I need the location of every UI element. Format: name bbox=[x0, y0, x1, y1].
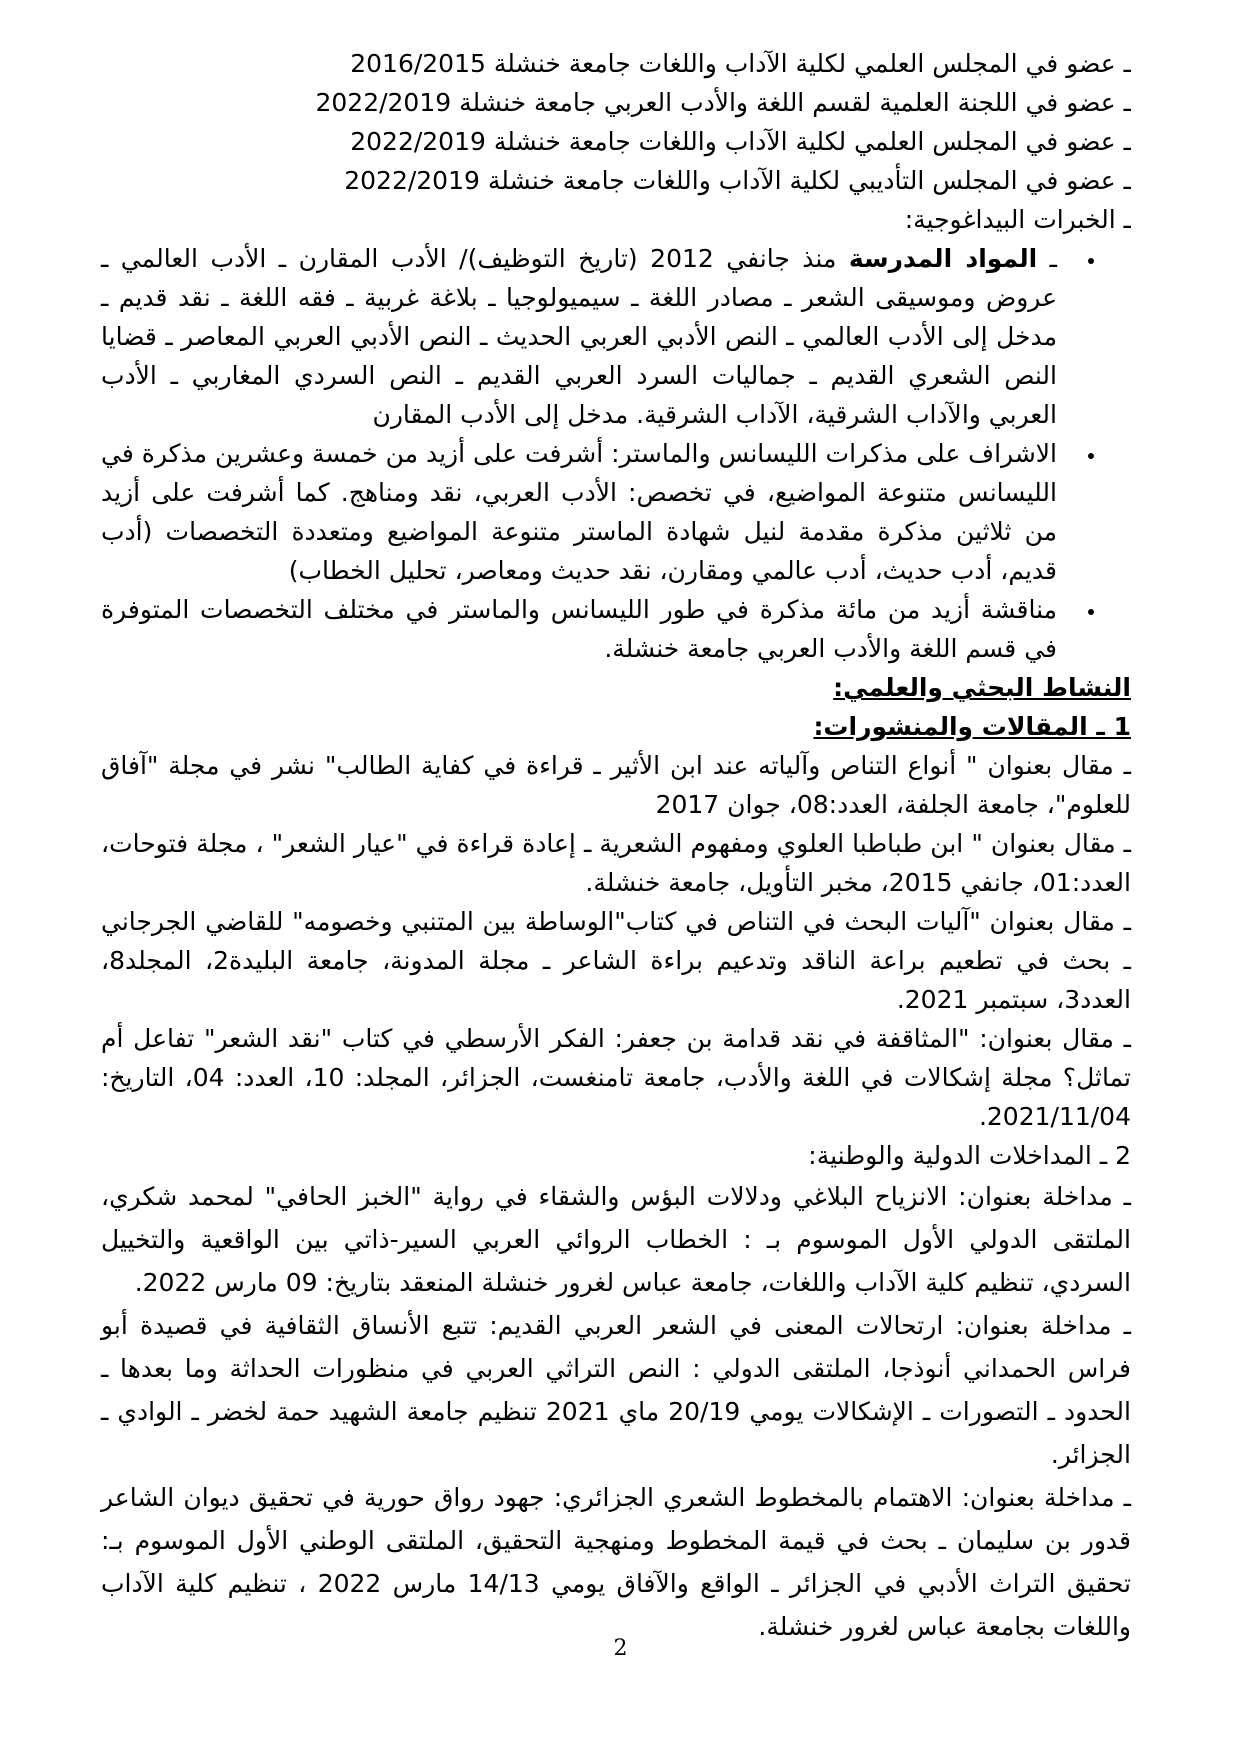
membership-line: ـ عضو في المجلس التأديبي لكلية الآداب واللغات جامعة خنشلة 2022/2019 bbox=[344, 166, 1131, 195]
article-entry: ـ مقال بعنوان " ابن طباطبا العلوي ومفهوم الشعرية ـ إعادة قراءة في "عيار الشعر" ، مجلة فتوحات، العدد:01، جانفي 2015، مخبر التأويل، جامعة خنشلة. bbox=[101, 829, 1131, 897]
taught-prefix: ـ bbox=[1037, 244, 1057, 273]
conference-entry: ـ مداخلة بعنوان: الاهتمام بالمخطوط الشعري الجزائري: جهود رواق حورية في تحقيق ديوان الشاعر قدور بن سليمان ـ بحث في قيمة المخطوط ومنهجية التحقيق، الملتقى الوطني الأول الموسوم بـ: تحقيق التراث الأدبي في الجزائر ـ الواقع والآفاق يومي 14/13 مارس 2022 ، تنظيم كلية الآداب واللغات بجامعة عباس لغرور خنشلة. bbox=[101, 1483, 1131, 1641]
conference-entry: ـ مداخلة بعنوان: الانزياح البلاغي ودلالات البؤس والشقاء في رواية "الخبز الحافي" لمحمد شكري، الملتقى الدولي الأول الموسوم بـ : الخطاب الروائي العربي السير-ذاتي بين الواقعية والتخييل السردي، تنظيم كلية الآداب واللغات، جامعة عباس لغرور خنشلة المنعقد بتاريخ: 09 مارس 2022. bbox=[101, 1182, 1131, 1297]
taught-subjects-text: منذ جانفي 2012 (تاريخ التوظيف)/ الأدب المقارن ـ الأدب العالمي ـ عروض وموسيقى الشعر ـ مصادر اللغة ـ سيميولوجيا ـ بلاغة غربية ـ فقه اللغة ـ نقد قديم ـ مدخل إلى الأدب العالمي ـ النص الأدبي العربي الحديث ـ النص الأدبي العربي المعاصر ـ قضايا النص الشعري القديم ـ جماليات السرد العربي القديم ـ النص السردي المغاربي ـ الأدب العربي والآداب الشرقية، الآداب الشرقية. مدخل إلى الأدب المقارن bbox=[101, 244, 1057, 429]
taught-label: المواد المدرسة bbox=[848, 244, 1038, 273]
pedagogy-title: ـ الخبرات البيداغوجية: bbox=[904, 205, 1131, 234]
membership-line: ـ عضو في المجلس العلمي لكلية الآداب واللغات جامعة خنشلة 2022/2019 bbox=[350, 127, 1131, 156]
article-entry: ـ مقال بعنوان: "المثاقفة في نقد قدامة بن جعفر: الفكر الأرسطي في كتاب "نقد الشعر" تفاعل أم تماثل؟ مجلة إشكالات في اللغة والأدب، جامعة تامنغست، الجزائر، المجلد: 10، العدد: 04، التاريخ: 2021/11/04. bbox=[101, 1024, 1131, 1131]
conferences-heading: 2 ـ المداخلات الدولية والوطنية: bbox=[808, 1141, 1131, 1170]
taught-subjects-item bbox=[101, 239, 1075, 434]
membership-line: ـ عضو في اللجنة العلمية لقسم اللغة والأدب العربي جامعة خنشلة 2022/2019 bbox=[315, 88, 1131, 117]
conference-entry: ـ مداخلة بعنوان: ارتحالات المعنى في الشعر العربي القديم: تتبع الأنساق الثقافية في قصيدة أبو فراس الحمداني أنوذجا، الملتقى الدولي : النص التراثي العربي في منظورات الحداثة وما بعدها ـ الحدود ـ التصورات ـ الإشكالات يومي 20/19 ماي 2021 تنظيم جامعة الشهيد حمة لخضر ـ الوادي ـ الجزائر. bbox=[101, 1311, 1131, 1469]
supervision-item: • الاشراف على مذكرات الليسانس والماستر: أشرفت على أزيد من خمسة وعشرين مذكرة في الليسانس متنوعة المواضيع، في تخصص: الأدب العربي، نقد ومناهج. كما أشرفت على أزيد من ثلاثين مذكرة مقدمة لنيل شهادة الماستر متنوعة المواضيع ومتعددة التخصصات (أدب قديم، أدب حديث، أدب عالمي ومقارن، نقد حديث ومعاصر، تحليل الخطاب) bbox=[101, 434, 1075, 590]
discussion-item: • مناقشة أزيد من مائة مذكرة في طور الليسانس والماستر في مختلف التخصصات المتوفرة في قسم اللغة والأدب العربي جامعة خنشلة. bbox=[101, 590, 1075, 668]
articles-heading: 1 ـ المقالات والمنشورات: bbox=[813, 712, 1131, 741]
membership-line: ـ عضو في المجلس العلمي لكلية الآداب واللغات جامعة خنشلة 2016/2015 bbox=[350, 49, 1131, 78]
pedagogy-list bbox=[101, 239, 1131, 668]
article-entry: ـ مقال بعنوان "آليات البحث في التناص في كتاب"الوساطة بين المتنبي وخصومه" للقاضي الجرجاني ـ بحث في تطعيم براعة الناقد وتدعيم براءة الشاعر ـ مجلة المدونة، جامعة البليدة2، المجلد8، العدد3، سبتمبر 2021. bbox=[101, 907, 1131, 1014]
page-content bbox=[101, 44, 1131, 1648]
page-number: 2 bbox=[613, 1636, 628, 1661]
article-entry: ـ مقال بعنوان " أنواع التناص وآلياته عند ابن الأثير ـ قراءة في كفاية الطالب" نشر في مجلة "آفاق للعلوم"، جامعة الجلفة، العدد:08، جوان 2017 bbox=[101, 751, 1131, 819]
research-heading: النشاط البحثي والعلمي: bbox=[833, 673, 1131, 702]
